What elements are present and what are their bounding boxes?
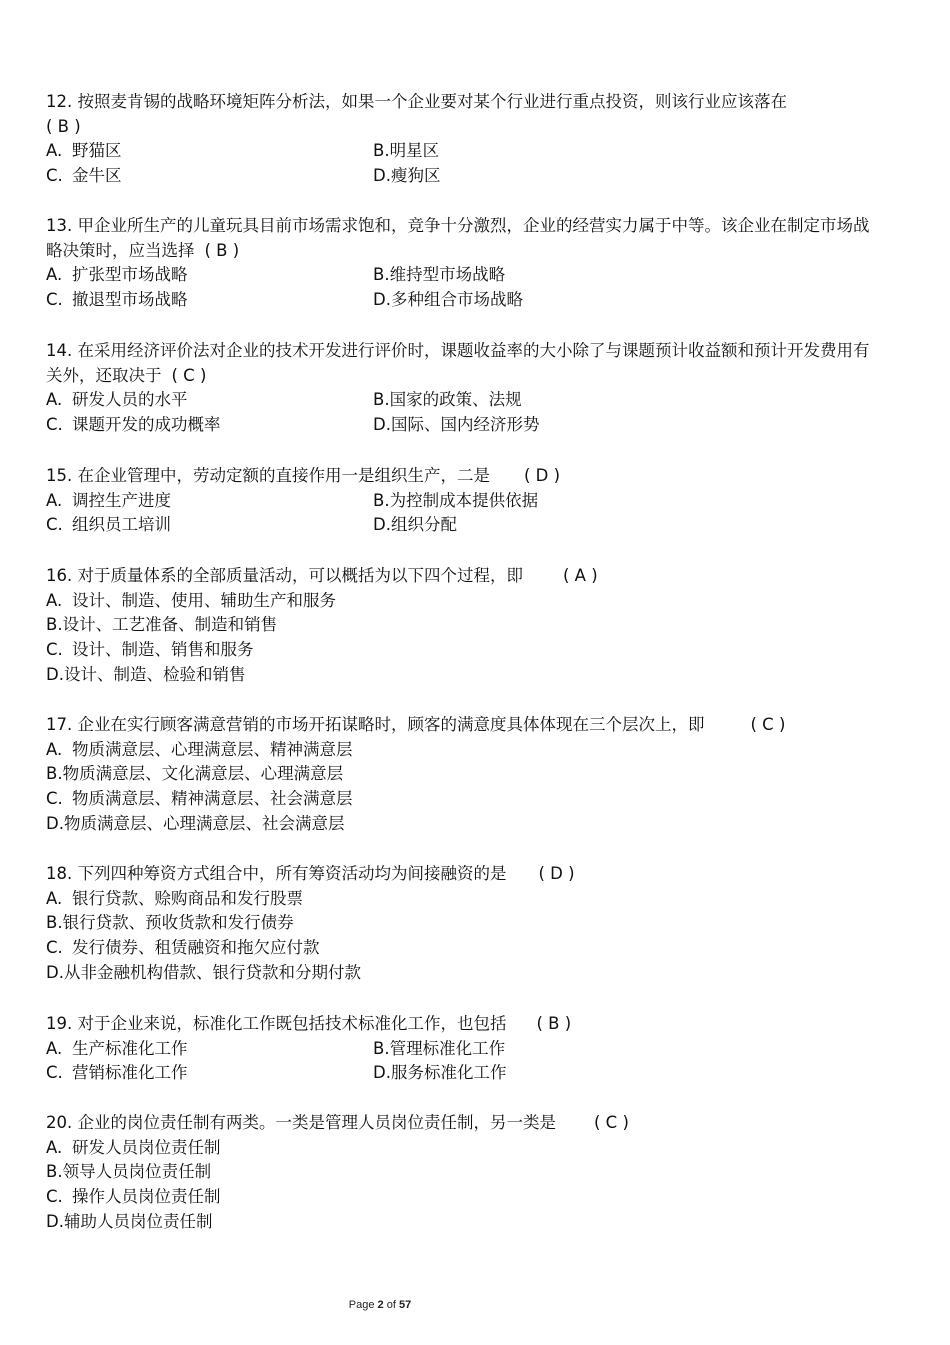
options [46,388,876,437]
options [46,738,876,837]
answer: ( B ) [536,1014,572,1033]
option-a: A. 扩张型市场战略 [46,265,188,285]
option-d: D.辅助人员岗位责任制 [46,1211,213,1231]
options [46,1136,876,1235]
question-stem [46,1012,876,1037]
page-footer [0,1299,760,1311]
question-text: 按照麦肯锡的战略环境矩阵分析法，如果一个企业要对某个行业进行重点投资，则该行业应该落在 [77,92,787,111]
answer: ( B ) [46,116,81,136]
option-d: D.多种组合市场战略 [373,290,523,310]
of-word: of [386,1299,396,1311]
question-text: 甲企业所生产的儿童玩具目前市场需求饱和，竞争十分激烈，企业的经营实力属于中等。该企业在制定市场战略决策时，应当选择 [46,216,870,260]
option-a: A. 银行贷款、赊购商品和发行股票 [46,888,303,908]
option-b: B.维持型市场战略 [373,265,506,285]
question-stem [46,713,876,738]
option-c: C. 课题开发的成功概率 [46,415,221,435]
option-d: D.从非金融机构借款、银行贷款和分期付款 [46,962,361,982]
option-b: B.银行贷款、预收货款和发行债券 [46,913,294,933]
question-stem [46,862,876,887]
option-b: B.设计、工艺准备、制造和销售 [46,615,278,635]
question-text: 对于质量体系的全部质量活动，可以概括为以下四个过程，即 [77,566,523,585]
options [46,1037,876,1086]
answer: ( C ) [750,715,786,734]
answer: ( B ) [204,240,240,260]
question-number: 18. [46,864,73,883]
question-number: 17. [46,715,73,734]
current-page-number: 2 [377,1299,384,1311]
option-a: A. 设计、制造、使用、辅助生产和服务 [46,590,336,610]
question-number: 20. [46,1113,73,1132]
question-15 [46,464,876,538]
option-c: C. 发行债券、租赁融资和拖欠应付款 [46,938,320,958]
question-text: 下列四种筹资方式组合中，所有筹资活动均为间接融资的是 [77,864,507,883]
option-c: C. 撤退型市场战略 [46,290,188,310]
question-14 [46,339,876,438]
option-c: C. 物质满意层、精神满意层、社会满意层 [46,789,353,809]
answer: ( D ) [538,864,575,883]
option-a: A. 物质满意层、心理满意层、精神满意层 [46,739,353,759]
option-c: C. 营销标准化工作 [46,1063,188,1083]
option-a: A. 研发人员的水平 [46,390,188,410]
option-c: C. 金牛区 [46,166,122,186]
question-18 [46,862,876,986]
question-13 [46,214,876,313]
options [46,489,876,538]
option-c: C. 操作人员岗位责任制 [46,1187,221,1207]
question-stem [46,90,876,139]
question-number: 16. [46,566,73,585]
question-stem [46,214,876,263]
option-b: B.物质满意层、文化满意层、心理满意层 [46,764,344,784]
question-17 [46,713,876,837]
option-a: A. 生产标准化工作 [46,1038,188,1058]
option-a: A. 研发人员岗位责任制 [46,1137,221,1157]
answer: ( C ) [594,1113,629,1132]
question-number: 14. [46,341,73,360]
option-d: D.服务标准化工作 [373,1063,507,1083]
option-b: B.领导人员岗位责任制 [46,1162,212,1182]
question-number: 12. [46,92,73,111]
question-text: 对于企业来说，标准化工作既包括技术标准化工作，也包括 [77,1014,507,1033]
question-19 [46,1012,876,1086]
total-page-count: 57 [398,1299,412,1311]
option-d: D.设计、制造、检验和销售 [46,664,246,684]
question-stem [46,464,876,489]
option-b: B.国家的政策、法规 [373,390,522,410]
option-d: D.国际、国内经济形势 [373,415,540,435]
option-a: A. 调控生产进度 [46,490,171,510]
option-b: B.管理标准化工作 [373,1038,506,1058]
options [46,589,876,688]
question-stem [46,339,876,388]
question-text: 企业的岗位责任制有两类。一类是管理人员岗位责任制，另一类是 [77,1113,556,1132]
options [46,139,876,188]
question-number: 13. [46,216,73,235]
option-d: D.瘦狗区 [373,166,441,186]
option-c: C. 设计、制造、销售和服务 [46,640,254,660]
option-a: A. 野猫区 [46,141,122,161]
option-d: D.组织分配 [373,515,457,535]
question-text: 在企业管理中，劳动定额的直接作用一是组织生产，二是 [77,466,490,485]
question-text: 在采用经济评价法对企业的技术开发进行评价时，课题收益率的大小除了与课题预计收益额和预计开发费用有关外，还取决于 [46,341,870,385]
question-number: 19. [46,1014,73,1033]
question-12 [46,90,876,189]
question-16 [46,564,876,688]
option-b: B.为控制成本提供依据 [373,490,539,510]
options [46,263,876,312]
question-20 [46,1111,876,1235]
option-c: C. 组织员工培训 [46,515,171,535]
page-word: Page [348,1299,375,1311]
answer: ( A ) [563,566,598,585]
option-b: B.明星区 [373,141,440,161]
question-stem [46,1111,876,1136]
answer: ( D ) [524,466,561,485]
question-number: 15. [46,466,73,485]
question-text: 企业在实行顾客满意营销的市场开拓谋略时，顾客的满意度具体体现在三个层次上，即 [77,715,705,734]
options [46,887,876,986]
answer: ( C ) [171,365,207,385]
question-stem [46,564,876,589]
option-d: D.物质满意层、心理满意层、社会满意层 [46,813,345,833]
